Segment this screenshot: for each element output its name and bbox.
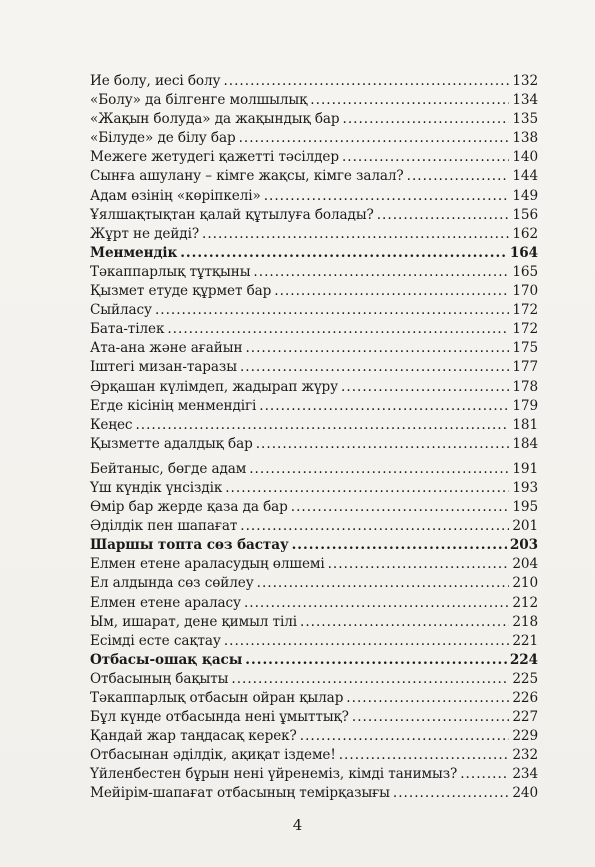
toc-entry-title: Бұл күнде отбасында нені ұмыттық? [90, 709, 349, 726]
toc-section-heading [90, 244, 538, 263]
toc-entry-title: Әрқашан күлімдеп, жадырап жүру [90, 378, 339, 395]
toc-page-number: 193 [512, 479, 538, 496]
toc-entry [90, 339, 538, 358]
toc-entry [90, 225, 538, 244]
toc-entry [90, 479, 538, 498]
toc-entry [90, 187, 538, 206]
toc-dot-leader [328, 555, 510, 574]
toc-page-number: 240 [512, 785, 538, 802]
toc-entry-title: Ұялшақтықтан қалай құтылуға болады? [90, 206, 374, 223]
toc-entry-title: Ата-ана және ағайын [90, 340, 243, 357]
toc-entry-title: Қызметте адалдық бар [90, 435, 253, 452]
toc-entry [90, 358, 538, 377]
toc-entry [90, 167, 538, 186]
toc-entry [90, 574, 538, 593]
toc-dot-leader [240, 358, 509, 377]
toc-dot-leader [346, 689, 509, 708]
toc-dot-leader [223, 72, 509, 91]
toc-page-number: 172 [512, 321, 538, 338]
toc-page-number: 175 [512, 340, 538, 357]
toc-page-number: 225 [512, 670, 538, 687]
toc-entry-title: Сынға ашулану – кімге жақсы, кімге залал? [90, 168, 404, 185]
toc-page-number: 181 [512, 416, 538, 433]
toc-entry-title: Елмен етене араласудың өлшемі [90, 556, 325, 573]
toc-entry-title: Тәкаппарлық отбасын ойран қылар [90, 690, 344, 706]
toc-entry [90, 301, 538, 320]
toc-entry [90, 148, 538, 167]
toc-dot-leader [393, 784, 509, 803]
toc-dot-leader [249, 460, 509, 479]
toc-dot-leader [202, 225, 509, 244]
toc-dot-leader [224, 632, 510, 651]
toc-entry-title: Бейтаныс, бөгде адам [90, 460, 247, 477]
toc-dot-leader [310, 91, 509, 110]
toc-entry [90, 670, 538, 689]
toc-page-number: 184 [512, 435, 538, 452]
toc-page-number: 191 [512, 460, 538, 477]
toc-entry [90, 435, 538, 454]
toc-entry-title: Адам өзінің «көріпкелі» [90, 187, 261, 204]
toc-entry [90, 91, 538, 110]
toc-entry [90, 708, 538, 727]
toc-dot-leader [231, 670, 509, 689]
toc-dot-leader [167, 320, 509, 339]
toc-entry [90, 594, 538, 613]
toc-entry-title: Менмендік [90, 244, 178, 261]
toc-entry-title: Іштегі мизан-таразы [90, 359, 237, 376]
toc-dot-leader [300, 727, 510, 746]
toc-entry [90, 632, 538, 651]
toc-dot-leader [135, 416, 509, 435]
toc-section-heading [90, 651, 538, 670]
toc-entry-title: «Білуде» де білу бар [90, 130, 236, 147]
toc-page-number: 165 [512, 263, 538, 280]
toc-page-number: 210 [512, 575, 538, 592]
toc-dot-leader [343, 110, 510, 129]
toc-entry-title: Қызмет етуде құрмет бар [90, 283, 272, 300]
toc-entry [90, 613, 538, 632]
toc-page-number: 164 [509, 244, 538, 261]
toc-entry [90, 498, 538, 517]
toc-page-number: 178 [512, 378, 538, 395]
toc-entry [90, 110, 538, 129]
toc-dot-leader [245, 651, 507, 670]
toc-entry [90, 460, 538, 479]
toc-dot-leader [239, 129, 510, 148]
toc-entry-title: «Болу» да білгенге молшылық [90, 92, 308, 109]
toc-entry-title: Ие болу, иесі болу [90, 73, 221, 89]
toc-dot-leader [264, 187, 510, 206]
toc-page-number: 226 [512, 690, 538, 706]
toc-dot-leader [292, 536, 507, 555]
toc-dot-leader [257, 574, 510, 593]
toc-dot-leader [339, 746, 510, 765]
toc-dot-leader [341, 378, 509, 397]
toc-entry [90, 784, 538, 803]
toc-page-number: 134 [512, 92, 538, 109]
toc-entry [90, 689, 538, 708]
toc-dot-leader [407, 167, 510, 186]
toc-dot-leader [155, 301, 509, 320]
toc-entry-title: Ым, ишарат, дене қимыл тілі [90, 613, 298, 630]
toc-entry-title: «Жақын болуда» да жақындық бар [90, 111, 340, 128]
toc-entry-title: Бата-тілек [90, 321, 165, 338]
toc-entry-title: Мейірім-шапағат отбасының темірқазығы [90, 785, 390, 802]
toc-dot-leader [180, 244, 507, 263]
toc-dot-leader [342, 148, 509, 167]
toc-dot-leader [352, 708, 509, 727]
toc-entry-title: Өмір бар жерде қаза да бар [90, 499, 288, 516]
toc-page-number: 201 [512, 518, 538, 535]
toc-entry-title: Қандай жар таңдасақ керек? [90, 728, 297, 745]
toc-page-number: 203 [509, 537, 538, 554]
toc-entry-title: Жұрт не дейді? [90, 225, 200, 242]
toc-page-number: 177 [512, 359, 538, 376]
toc-page-number: 138 [512, 130, 538, 147]
toc-entry-title: Егде кісінің менмендігі [90, 397, 257, 414]
toc-entry [90, 282, 538, 301]
toc-entry [90, 129, 538, 148]
toc-entry [90, 320, 538, 339]
toc-entry-title: Үш күндік үнсіздік [90, 479, 223, 496]
toc-entry [90, 555, 538, 574]
toc-entry-title: Межеге жетудегі қажетті тәсілдер [90, 149, 339, 166]
table-of-contents [90, 72, 538, 804]
toc-page-number: 149 [512, 187, 538, 204]
toc-dot-leader [256, 435, 510, 454]
toc-section-heading [90, 536, 538, 555]
toc-entry [90, 263, 538, 282]
toc-entry-title: Есімді есте сақтау [90, 632, 221, 649]
page-number: 4 [292, 816, 303, 834]
toc-page-number: 204 [512, 556, 538, 573]
toc-entry [90, 727, 538, 746]
toc-page-number: 229 [512, 728, 538, 745]
toc-entry-title: Тәкаппарлық тұтқыны [90, 263, 251, 280]
toc-page-number: 179 [512, 397, 538, 414]
toc-page-number: 172 [512, 302, 538, 319]
toc-dot-leader [460, 765, 509, 784]
toc-entry-title: Отбасынан әділдік, ақиқат іздеме! [90, 747, 336, 764]
toc-entry [90, 746, 538, 765]
toc-page-number: 144 [512, 168, 538, 185]
toc-page-number: 234 [512, 766, 538, 783]
toc-page-number: 218 [512, 613, 538, 630]
toc-dot-leader [274, 282, 509, 301]
toc-entry-title: Кеңес [90, 416, 133, 433]
toc-dot-leader [225, 479, 509, 498]
toc-entry-title: Сыйласу [90, 302, 152, 319]
toc-entry-title: Отбасының бақыты [90, 670, 229, 687]
toc-page-number: 156 [512, 206, 538, 223]
toc-entry-title: Шаршы топта сөз бастау [90, 537, 289, 554]
toc-page-number: 135 [512, 111, 538, 128]
toc-page-number: 224 [509, 651, 538, 668]
toc-entry [90, 72, 538, 91]
toc-dot-leader [240, 517, 509, 536]
toc-entry-title: Ел алдында сөз сөйлеу [90, 575, 254, 592]
toc-dot-leader [300, 613, 509, 632]
toc-entry [90, 378, 538, 397]
toc-page-number: 195 [512, 499, 538, 516]
toc-page-number: 170 [512, 283, 538, 300]
toc-page-number: 232 [512, 747, 538, 764]
toc-dot-leader [244, 594, 509, 613]
toc-dot-leader [377, 206, 510, 225]
toc-page-number: 212 [512, 594, 538, 611]
toc-entry [90, 765, 538, 784]
toc-page-number: 227 [512, 709, 538, 726]
toc-entry [90, 206, 538, 225]
toc-entry [90, 517, 538, 536]
toc-entry-title: Отбасы-ошақ қасы [90, 651, 243, 668]
toc-entry [90, 416, 538, 435]
toc-dot-leader [291, 498, 510, 517]
toc-page-number: 162 [512, 225, 538, 242]
toc-page-number: 132 [512, 73, 538, 89]
toc-dot-leader [245, 339, 509, 358]
toc-dot-leader [253, 263, 509, 282]
toc-dot-leader [259, 397, 509, 416]
toc-entry-title: Елмен етене араласу [90, 594, 241, 611]
toc-entry [90, 397, 538, 416]
toc-page-number: 140 [512, 149, 538, 166]
toc-entry-title: Үйленбестен бұрын нені үйренеміз, кімді танимыз? [90, 766, 458, 783]
toc-page-number: 221 [512, 632, 538, 649]
toc-entry-title: Әділдік пен шапағат [90, 518, 238, 535]
